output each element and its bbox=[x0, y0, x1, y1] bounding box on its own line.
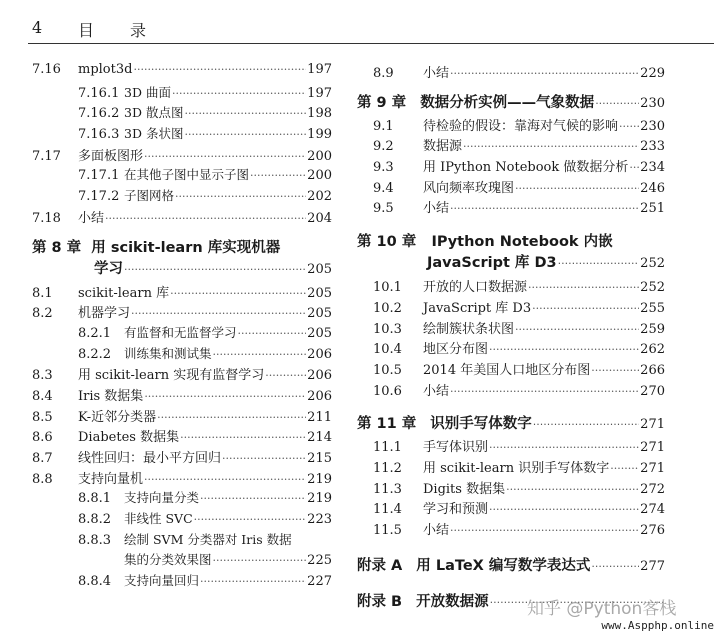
leader-dots bbox=[619, 120, 639, 133]
page-ref: 215 bbox=[307, 451, 332, 466]
page-ref: 205 bbox=[307, 325, 332, 341]
page-ref: 271 bbox=[640, 440, 665, 456]
section-title: 3D 曲面 bbox=[124, 84, 171, 100]
section-number: 8.7 bbox=[32, 451, 53, 466]
toc-entry[interactable] bbox=[32, 282, 332, 303]
toc-entry[interactable] bbox=[357, 276, 665, 297]
leader-dots bbox=[450, 385, 639, 398]
section-number: 9.5 bbox=[373, 201, 394, 217]
leader-dots bbox=[124, 263, 306, 276]
section-title: 小结 bbox=[423, 66, 450, 81]
section-title: 地区分布图 bbox=[423, 342, 489, 358]
section-number: 11.3 bbox=[373, 481, 402, 497]
page-ref: 202 bbox=[307, 189, 332, 205]
toc-entry[interactable] bbox=[357, 338, 665, 359]
section-title: 开放的人口数据源 bbox=[423, 280, 528, 296]
section-number: 8.1 bbox=[32, 285, 53, 301]
toc-entry[interactable] bbox=[32, 488, 332, 509]
page-ref: 270 bbox=[640, 383, 665, 399]
page-ref: 211 bbox=[307, 409, 332, 425]
section-title: 学习和预测 bbox=[423, 502, 489, 518]
section-number: 10.1 bbox=[373, 280, 402, 296]
section-title: Diabetes 数据集 bbox=[78, 430, 180, 446]
section-title: 子图网格 bbox=[124, 188, 175, 204]
section-title: 集的分类效果图 bbox=[124, 552, 212, 568]
section-number: 7.17.1 bbox=[78, 168, 120, 184]
leader-dots bbox=[450, 202, 639, 215]
chapter-8-heading[interactable] bbox=[32, 236, 332, 278]
toc-entry[interactable] bbox=[32, 509, 332, 530]
toc-entry[interactable] bbox=[357, 498, 665, 519]
leader-dots bbox=[184, 128, 306, 141]
toc-entry[interactable] bbox=[357, 62, 665, 83]
section-title: 小结 bbox=[423, 201, 450, 217]
section-number: 7.16.3 bbox=[78, 127, 120, 143]
section-number: 8.8.3 bbox=[78, 532, 112, 548]
leader-dots bbox=[180, 431, 306, 444]
leader-dots bbox=[489, 343, 639, 356]
section-title: 绘制 SVM 分类器对 Iris 数据 bbox=[124, 531, 292, 547]
section-title: scikit-learn 库 bbox=[78, 285, 170, 301]
page-ref: 259 bbox=[640, 321, 665, 337]
leader-dots bbox=[450, 67, 639, 80]
leader-dots bbox=[558, 257, 640, 270]
leader-dots bbox=[184, 107, 306, 120]
section-number: 8.4 bbox=[32, 388, 53, 404]
leader-dots bbox=[515, 182, 639, 195]
leader-dots bbox=[610, 462, 639, 475]
watermark: 知乎 @Python客栈 bbox=[527, 599, 677, 619]
page-number: 4 bbox=[32, 18, 43, 37]
section-title: Digits 数据集 bbox=[423, 481, 506, 497]
toc-entry[interactable] bbox=[32, 344, 332, 365]
section-title: 绘制簇状条状图 bbox=[423, 321, 515, 337]
toc-entry[interactable] bbox=[32, 302, 332, 323]
leader-dots bbox=[213, 554, 307, 567]
section-title: 支持向量回归 bbox=[124, 573, 200, 589]
section-number: 7.16.1 bbox=[78, 85, 120, 101]
toc-entry[interactable] bbox=[32, 447, 332, 468]
page-ref: 246 bbox=[640, 180, 665, 196]
leader-dots bbox=[591, 560, 639, 573]
section-number: 11.5 bbox=[373, 523, 402, 538]
section-title: 用 IPython Notebook 做数据分析 bbox=[423, 160, 629, 176]
chapter-title-cont: JavaScript 库 D3 bbox=[427, 255, 557, 272]
chapter-title-cont: 学习 bbox=[94, 260, 123, 277]
section-title: 训练集和测试集 bbox=[124, 345, 212, 361]
section-number: 8.3 bbox=[32, 368, 53, 384]
section-number: 8.9 bbox=[373, 66, 394, 81]
leader-dots bbox=[131, 307, 306, 320]
section-title: 用 scikit-learn 实现有监督学习 bbox=[78, 368, 265, 384]
page-ref: 277 bbox=[640, 558, 665, 574]
leader-dots bbox=[144, 473, 306, 486]
leader-dots bbox=[250, 169, 306, 182]
section-title: 非线性 SVC bbox=[124, 511, 193, 527]
toc-left-column bbox=[32, 62, 332, 592]
section-number: 10.5 bbox=[373, 362, 402, 378]
page-ref: 219 bbox=[307, 471, 332, 487]
appendix-title: 用 LaTeX 编写数学表达式 bbox=[416, 557, 591, 574]
section-title: Iris 数据集 bbox=[78, 388, 144, 404]
chapter-title: IPython Notebook 内嵌 bbox=[431, 234, 613, 251]
section-title: 支持向量分类 bbox=[124, 490, 200, 506]
section-number: 8.5 bbox=[32, 409, 53, 425]
section-number: 9.4 bbox=[373, 180, 394, 196]
section-title: 2014 年美国人口地区分布图 bbox=[423, 362, 591, 378]
section-title: JavaScript 库 D3 bbox=[423, 300, 532, 316]
section-title: 机器学习 bbox=[78, 306, 131, 322]
page-ref: 200 bbox=[307, 148, 332, 164]
section-number: 8.8 bbox=[32, 471, 53, 487]
page-ref: 214 bbox=[307, 430, 332, 446]
toc-entry[interactable] bbox=[357, 519, 665, 540]
leader-dots bbox=[595, 97, 639, 110]
page-ref: 255 bbox=[640, 300, 665, 316]
page-ref: 197 bbox=[307, 62, 332, 77]
leader-dots bbox=[133, 63, 306, 76]
page-ref: 276 bbox=[640, 523, 665, 538]
chapter-title: 数据分析实例——气象数据 bbox=[420, 94, 595, 111]
page-ref: 199 bbox=[307, 127, 332, 143]
leader-dots bbox=[506, 483, 639, 496]
toc-entry[interactable] bbox=[357, 436, 665, 457]
leader-dots bbox=[170, 287, 306, 300]
section-number: 8.8.1 bbox=[78, 491, 112, 507]
page-ref: 219 bbox=[307, 491, 332, 507]
leader-dots bbox=[175, 190, 306, 203]
section-title: 手写体识别 bbox=[423, 440, 489, 456]
section-number: 9.2 bbox=[373, 139, 394, 155]
page-ref: 266 bbox=[640, 362, 665, 378]
section-number: 11.1 bbox=[373, 440, 402, 456]
leader-dots bbox=[200, 492, 306, 505]
section-number: 10.3 bbox=[373, 321, 402, 337]
toc-entry[interactable] bbox=[357, 115, 665, 136]
toc-entry[interactable] bbox=[357, 297, 665, 318]
appendix-title: 开放数据源 bbox=[416, 593, 489, 610]
chapter-number: 第 11 章 bbox=[357, 416, 417, 433]
toc-entry[interactable] bbox=[32, 165, 332, 186]
section-title: 3D 散点图 bbox=[124, 105, 184, 121]
page-ref: 225 bbox=[307, 553, 332, 569]
section-number: 10.6 bbox=[373, 383, 402, 399]
toc-entry[interactable] bbox=[32, 83, 332, 104]
section-number: 8.2.2 bbox=[78, 346, 112, 362]
section-number: 8.8.2 bbox=[78, 512, 112, 528]
section-number: 9.3 bbox=[373, 160, 394, 176]
chapter-number: 第 8 章 bbox=[32, 239, 82, 256]
header-title-char-1: 目 bbox=[78, 21, 95, 40]
page-ref: 271 bbox=[640, 417, 665, 433]
page-ref: 229 bbox=[640, 66, 665, 81]
page-ref: 230 bbox=[640, 95, 665, 111]
section-number: 10.2 bbox=[373, 300, 402, 316]
toc-entry[interactable] bbox=[32, 62, 332, 83]
chapter-title: 识别手写体数字 bbox=[430, 416, 532, 433]
leader-dots bbox=[213, 348, 307, 361]
chapter-number: 第 10 章 bbox=[357, 234, 417, 251]
section-title: 线性回归：最小平方回归 bbox=[78, 451, 222, 466]
leader-dots bbox=[157, 411, 306, 424]
section-title: 小结 bbox=[423, 523, 450, 538]
section-number: 7.17.2 bbox=[78, 189, 120, 205]
leader-dots bbox=[533, 418, 639, 431]
toc-entry[interactable] bbox=[32, 468, 332, 489]
section-title: 多面板图形 bbox=[78, 148, 144, 164]
section-number: 7.16 bbox=[32, 62, 61, 77]
toc-entry[interactable] bbox=[357, 478, 665, 499]
section-title: 小结 bbox=[423, 383, 450, 399]
toc-entry[interactable] bbox=[32, 550, 332, 571]
toc-entry[interactable] bbox=[32, 406, 332, 427]
leader-dots bbox=[144, 390, 306, 403]
toc-entry[interactable] bbox=[357, 359, 665, 380]
toc-entry[interactable] bbox=[357, 318, 665, 339]
toc-entry[interactable] bbox=[32, 571, 332, 592]
chapter-9-heading[interactable] bbox=[357, 91, 665, 115]
page-ref: 205 bbox=[307, 261, 332, 277]
chapter-number: 第 9 章 bbox=[357, 94, 407, 111]
section-title: 支持向量机 bbox=[78, 471, 144, 487]
leader-dots bbox=[489, 503, 639, 516]
section-title: 有监督和无监督学习 bbox=[124, 324, 237, 340]
leader-dots bbox=[238, 327, 307, 340]
page-ref: 205 bbox=[307, 285, 332, 301]
page-ref: 252 bbox=[640, 256, 665, 272]
leader-dots bbox=[629, 161, 639, 174]
toc-entry[interactable] bbox=[357, 177, 665, 198]
page-ref: 197 bbox=[307, 85, 332, 101]
section-number: 7.17 bbox=[32, 148, 61, 164]
leader-dots bbox=[528, 281, 639, 294]
toc-entry[interactable] bbox=[357, 135, 665, 156]
leader-dots bbox=[194, 513, 307, 526]
appendix-number: 附录 B bbox=[357, 593, 403, 610]
leader-dots bbox=[222, 452, 306, 465]
page-ref: 227 bbox=[307, 574, 332, 590]
toc-entry[interactable] bbox=[357, 380, 665, 401]
toc-entry[interactable] bbox=[32, 103, 332, 124]
appendix-a-heading[interactable] bbox=[357, 554, 665, 578]
leader-dots bbox=[532, 302, 639, 315]
page-ref: 206 bbox=[307, 388, 332, 404]
leader-dots bbox=[515, 323, 639, 336]
page-ref: 233 bbox=[640, 139, 665, 155]
toc-entry[interactable] bbox=[32, 530, 332, 551]
section-title: K-近邻分类器 bbox=[78, 409, 157, 425]
page-ref: 200 bbox=[307, 168, 332, 184]
leader-dots bbox=[450, 524, 639, 537]
page-ref: 251 bbox=[640, 201, 665, 217]
toc-entry[interactable] bbox=[32, 323, 332, 344]
chapter-title: 用 scikit-learn 库实现机器 bbox=[91, 239, 281, 256]
page-ref: 262 bbox=[640, 342, 665, 358]
page-ref: 234 bbox=[640, 160, 665, 176]
section-title: mplot3d bbox=[78, 62, 133, 77]
section-number: 8.8.4 bbox=[78, 574, 112, 590]
section-number: 7.16.2 bbox=[78, 106, 120, 122]
toc-entry[interactable] bbox=[357, 197, 665, 218]
section-number: 11.2 bbox=[373, 460, 402, 476]
page-ref: 204 bbox=[307, 210, 332, 226]
section-number: 8.2.1 bbox=[78, 325, 112, 341]
section-number: 7.18 bbox=[32, 210, 61, 226]
section-number: 10.4 bbox=[373, 342, 402, 358]
page-ref: 274 bbox=[640, 502, 665, 518]
leader-dots bbox=[172, 87, 306, 100]
section-number: 11.4 bbox=[373, 502, 402, 518]
page-ref: 272 bbox=[640, 481, 665, 497]
section-title: 风向频率玫瑰图 bbox=[423, 180, 515, 196]
page-ref: 206 bbox=[307, 368, 332, 384]
toc-entry[interactable] bbox=[357, 156, 665, 177]
section-number: 8.6 bbox=[32, 430, 53, 446]
header-title-char-2: 录 bbox=[130, 21, 147, 40]
section-title: 用 scikit-learn 识别手写体数字 bbox=[423, 460, 610, 476]
leader-dots bbox=[489, 441, 639, 454]
section-title: 待检验的假设：靠海对气候的影响 bbox=[423, 118, 619, 134]
toc-entry[interactable] bbox=[32, 426, 332, 447]
page-ref: 198 bbox=[307, 106, 332, 122]
chapter-10-heading[interactable] bbox=[357, 230, 665, 272]
section-title: 3D 条状图 bbox=[124, 126, 184, 142]
appendix-number: 附录 A bbox=[357, 557, 403, 574]
page-ref: 252 bbox=[640, 280, 665, 296]
toc-entry[interactable] bbox=[32, 385, 332, 406]
toc-entry[interactable] bbox=[32, 124, 332, 145]
section-number: 9.1 bbox=[373, 118, 394, 134]
leader-dots bbox=[463, 140, 639, 153]
leader-dots bbox=[200, 575, 306, 588]
leader-dots bbox=[105, 212, 306, 225]
chapter-11-heading[interactable] bbox=[357, 412, 665, 436]
site-label: www.Aspphp.online bbox=[601, 619, 714, 632]
page-ref: 205 bbox=[307, 306, 332, 322]
leader-dots bbox=[144, 150, 306, 163]
leader-dots bbox=[265, 369, 306, 382]
toc-right-column bbox=[357, 62, 665, 614]
section-number: 8.2 bbox=[32, 306, 53, 322]
toc-entry[interactable] bbox=[32, 145, 332, 166]
section-title: 小结 bbox=[78, 210, 105, 226]
page-header bbox=[0, 0, 720, 44]
toc-entry[interactable] bbox=[357, 457, 665, 478]
leader-dots bbox=[591, 364, 639, 377]
page-ref: 223 bbox=[307, 512, 332, 528]
section-title: 在其他子图中显示子图 bbox=[124, 167, 250, 183]
toc-entry[interactable] bbox=[32, 207, 332, 228]
toc-entry[interactable] bbox=[32, 364, 332, 385]
page-ref: 230 bbox=[640, 118, 665, 134]
page-ref: 206 bbox=[307, 346, 332, 362]
toc-entry[interactable] bbox=[32, 186, 332, 207]
page-ref: 271 bbox=[640, 460, 665, 476]
section-title: 数据源 bbox=[423, 139, 463, 155]
header-rule bbox=[28, 43, 714, 44]
